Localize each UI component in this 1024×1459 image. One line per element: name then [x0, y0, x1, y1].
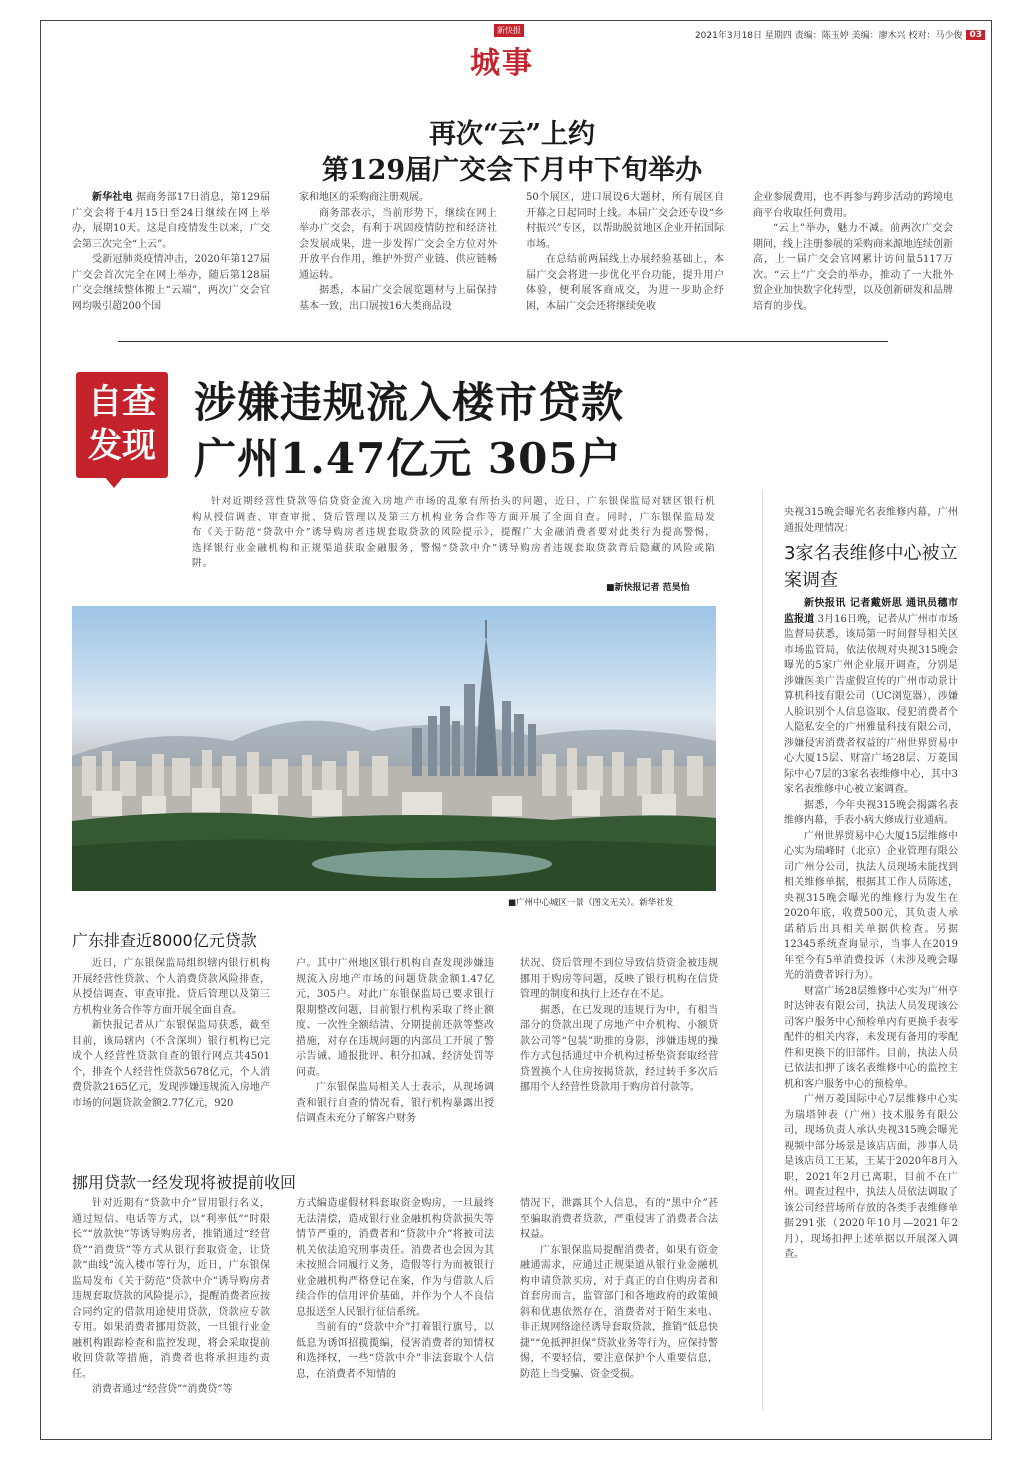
article1-col1-p2: 受新冠肺炎疫情冲击，2020年第127届广交会首次完全在网上举办，随后第128届广交会继续整体搬上“云端”，两次广交会官网均吸引超200个国 [72, 254, 270, 312]
article1-col3-p2: 在总结前两届线上办展经验基础上，本届广交会将进一步优化平台功能，提升用户体验，便利展客商成交，为进一步助企纾困，本届广交会还将继续免收 [526, 254, 724, 312]
newspaper-logo: 新快报 [494, 24, 524, 37]
main-lead [192, 494, 716, 572]
subheading-2: 挪用贷款一经发现将被提前收回 [72, 1173, 297, 1192]
side-body [784, 596, 958, 1263]
sub2-col2-p1: 方式编造虚假材料套取资金购房，一旦最终无法清偿，造成银行业金融机构贷款损失等情节严重的，消费者和“贷款中介”将被司法机关依法追究刑事责任。消费者也会因为其未按照合同履行义务，造假等行为而被银行业金融机构严格登记在案，作为与借款人后续合作的信用评价基础，并作为个人不良信息报送至人民银行征信系统。 [296, 1198, 494, 1318]
article1-col4-p2: “云上”举办，魅力不减。前两次广交会期间，线上注册参展的采购商来源地连续创新高，上一届广交会官网累计访问量5117万次。“云上”广交会的举办，推动了一大批外贸企业加快数字化转型，以及创新研发和品牌培育的步伐。 [753, 223, 953, 312]
sub2-col2 [296, 1196, 494, 1382]
header-info [640, 28, 985, 41]
sub1-col3 [520, 956, 718, 1096]
article1-col4 [753, 190, 953, 314]
article1-headline-line1: 再次“云”上约 [428, 119, 596, 150]
sub2-col3 [520, 1196, 718, 1382]
sub2-col3-p2: 广东银保监局提醒消费者，如果有资金融通需求，应通过正规渠道从银行业金融机构申请贷款买房，对于真正的自住购房者和首套房而言，监管部门和各地政府的政策倾斜和优惠依然存在，消费者对于陌生来电、非正规网络途径诱导套取贷款，推销“低息快捷”“免抵押担保”贷款业务等行为，应保持警惕，不要轻信，要注意保护个人重要信息，防范上当受骗、资金受损。 [520, 1244, 718, 1380]
side-headline: 3家名表维修中心被立案调查 [784, 543, 958, 591]
badge-tail [104, 476, 124, 488]
badge-line2: 发现 [88, 426, 156, 466]
article1-col1-p1: 据商务部17日消息，第129届广交会将于4月15日至24日继续在网上举办，展期10天。这是自疫情发生以来，广交会第三次完全“上云”。 [72, 192, 270, 250]
side-p3: 广州世界贸易中心大厦15层维修中心实为瑞峰时（北京）企业管理有限公司广州分公司，执法人员现场未能找到相关维修单据，根据其工作人员陈述，央视315晚会曝光的维修行为发生在2020年底，收费500元，其负责人承诺稍后出具相关单据供检查。另据12345系统查询显示，当事人在2019年至今有5单消费投诉（未涉及晚会曝光的消费者诉行为）。 [784, 830, 958, 981]
skyline-illustration [72, 606, 716, 891]
article1-source: 新华社电 [92, 192, 133, 203]
article1-col3-p1: 50个展区，进口展设6大题材，所有展区自开幕之日起同时上线。本届广交会还专设“乡村振兴”专区，以帮助脱贫地区企业开拓国际市场。 [526, 192, 724, 250]
subheading-1: 广东排查近8000亿元贷款 [72, 931, 257, 950]
main-headline-line1: 涉嫌违规流入楼市贷款 [194, 378, 625, 427]
main-headline-line2: 广州1.47亿元 305户 [194, 434, 622, 483]
sub1-col2-p2: 广东银保监局相关人士表示，从现场调查和银行自查的情况看，银行机构暴露出授信调查未充分了解客户财务 [296, 1082, 494, 1124]
side-p5: 广州万菱国际中心7层维修中心实为瑞塔钟表（广州）技术服务有限公司，现场负责人承认央视315晚会曝光视频中部分场景是该店店面，涉事人员是该店员工王某，王某于2020年8月入职，2021年2月已离职，目前不在广州。调查过程中，执法人员依法调取了该公司经营场所存放的各类手表维修单据291张（2020年10月—2021年2月），现场扣押上述单据以开展深入调查。 [784, 1094, 958, 1260]
city-skyline-photo [72, 606, 716, 891]
side-intro [784, 505, 958, 536]
sub2-col1 [72, 1196, 270, 1398]
sub1-col2 [296, 956, 494, 1127]
self-check-badge [76, 372, 168, 478]
side-p1: 3月16日晚，记者从广州市市场监督局获悉，该局第一时间督导相关区市场监管局，依法依规对央视315晚会曝光的5家广州企业展开调查，分别是涉嫌医美广告虚假宣传的广州市动景计算机科技有限公司（UC浏览器），涉嫌人脸识别个人信息盗取、侵犯消费者个人隐私安全的广州雅量科技有限公司，涉嫌侵害消费者权益的广州世界贸易中心大厦15层、财富广场28层、万菱国际中心7层的3家名表维修中心，其中3家名表维修中心被立案调查。 [784, 613, 958, 795]
section-title: 城事 [470, 46, 534, 81]
sub1-col1 [72, 956, 270, 1111]
lead-paragraph: 针对近期经营性贷款等信贷资金流入房地产市场的乱象有所抬头的问题，近日，广东银保监局对辖区银行机构从授信调查、审查审批、贷后管理以及第三方机构业务合作等方面开展了全面自查。同时，广东银保监局发布《关于防范“贷款中介”诱导购房者违规套取贷款的风险提示》，提醒广大金融消费者要对此类行为提高警惕，选择银行业金融机构和正规渠道获取金融服务，警惕“贷款中介”诱导购房者违规套取贷款背后隐藏的风险或陷阱。 [192, 496, 716, 569]
side-p4: 财富广场28层维修中心实为广州亨时达钟表有限公司，执法人员发现该公司客户服务中心预检单内有更换手表零配件的相关内容，未发现有备用的零配件和更换下的旧部件。目前，执法人员已依法扣押了该名表维修中心的监控主机和客户服务中心的预检单。 [784, 985, 958, 1090]
side-lead: 新快报讯 记者戴妍思 通讯员穗市监报道 [784, 598, 958, 625]
byline: ■新快报记者 范昊怡 [606, 583, 690, 593]
article1-headline-line2: 第129届广交会下月中下旬举办 [321, 155, 703, 186]
article1-col2-p3: 据悉，本届广交会展览题材与上届保持基本一致，出口展按16大类商品设 [299, 285, 497, 312]
badge-line1: 自查 [88, 382, 156, 422]
article1-col1 [72, 190, 270, 314]
article1-col2-p2: 商务部表示，当前形势下，继续在网上举办广交会，有利于巩固疫情防控和经济社会发展成果，进一步发挥广交会全方位对外开放平台作用，维护外贸产业链、供应链畅通运转。 [299, 207, 497, 281]
sidebar-divider [762, 490, 763, 1410]
sub1-col3-p2: 据悉，在已发现的违规行为中，有相当部分的贷款出现了房地产中介机构、小额贷款公司等“包装”助推的身影，涉嫌违规的操作方式包括通过中介机构过桥垫资套取经营贷置换个人住房按揭贷款，经过转手多次后挪用个人经营性贷款用于购房首付款等。 [520, 1004, 718, 1093]
page-number: 03 [966, 30, 985, 40]
sub1-col1-p2: 新快报记者从广东银保监局获悉，截至目前，该局辖内（不含深圳）银行机构已完成个人经营性贷款自查的银行网点共4501个，排查个人经营性贷款5678亿元，个人消费贷款2165亿元，发现涉嫌违规流入房地产市场的问题贷款金额2.77亿元，920 [72, 1020, 270, 1109]
side-p2: 据悉，今年央视315晚会揭露名表维修内幕，手表小病大修成行业通病。 [784, 799, 958, 826]
article1-col4-p1: 企业参展费用，也不再参与跨步活动的跨境电商平台收取任何费用。 [753, 192, 953, 219]
date-info: 2021年3月18日 星期四 责编：陈玉婷 美编：廖木兴 校对：马少俊 [694, 31, 963, 41]
section-divider [118, 341, 888, 342]
sub1-col3-p1: 状况、贷后管理不到位导致信贷资金被违规挪用于购房等问题，反映了银行机构在信贷管理的制度和执行上还存在不足。 [520, 958, 718, 1000]
article1-col3 [526, 190, 724, 314]
sub2-col1-p2: 消费者通过“经营贷”“消费贷”等 [92, 1384, 233, 1395]
sub1-col2-p1: 户。其中广州地区银行机构自查发现涉嫌违规流入房地产市场的问题贷款金额1.47亿元，305户。对此广东银保监局已要求银行限期整改问题，目前银行机构采取了终止额度、一次性全额结清、分期提前还款等整改措施，对存在违规问题的内部员工开展了警示告诫、通报批评、积分扣减、经济处罚等问责。 [296, 958, 494, 1078]
article1-col2-p1: 家和地区的采购商注册观展。 [299, 192, 429, 203]
article1-col2 [299, 190, 497, 314]
sub2-col3-p1: 情况下，泄露其个人信息，有的“黑中介”甚至骗取消费者贷款，严重侵害了消费者合法权益。 [520, 1198, 718, 1240]
sub2-col1-p1: 针对近期有“贷款中介”冒用银行名义，通过短信、电话等方式，以“利率低”“时限长”“放款快”等诱导购房者，推销通过“经营贷”“消费贷”等方式从银行套取资金，让贷款“曲线”流入楼市等行为，近日，广东银保监局发布《关于防范“贷款中介”诱导购房者违规套取贷款的风险提示》，提醒消费者应按合同约定的借款用途使用贷款，贷款应专款专用。如果消费者挪用贷款，一旦银行业金融机构跟踪检查和监控发现，将会采取提前收回贷款等措施，消费者也将承担违约责任。 [72, 1198, 270, 1380]
sub2-col2-p2: 当前有的“贷款中介”打着银行旗号，以低息为诱饵招揽揽编，侵害消费者的知情权和选择权，一些“贷款中介”非法套取个人信息，在消费者不知情的 [296, 1322, 494, 1380]
side-intro-text: 央视315晚会曝光名表维修内幕，广州通报处理情况： [784, 507, 958, 534]
sub1-col1-p1: 近日，广东银保监局组织辖内银行机构开展经营性贷款、个人消费贷款风险排查，从授信调查、审查审批、贷后管理以及第三方机构业务合作等方面开展全面自查。 [72, 958, 270, 1016]
photo-caption: ■广州中心城区一景（图文无关）。新华社发 [508, 898, 674, 908]
